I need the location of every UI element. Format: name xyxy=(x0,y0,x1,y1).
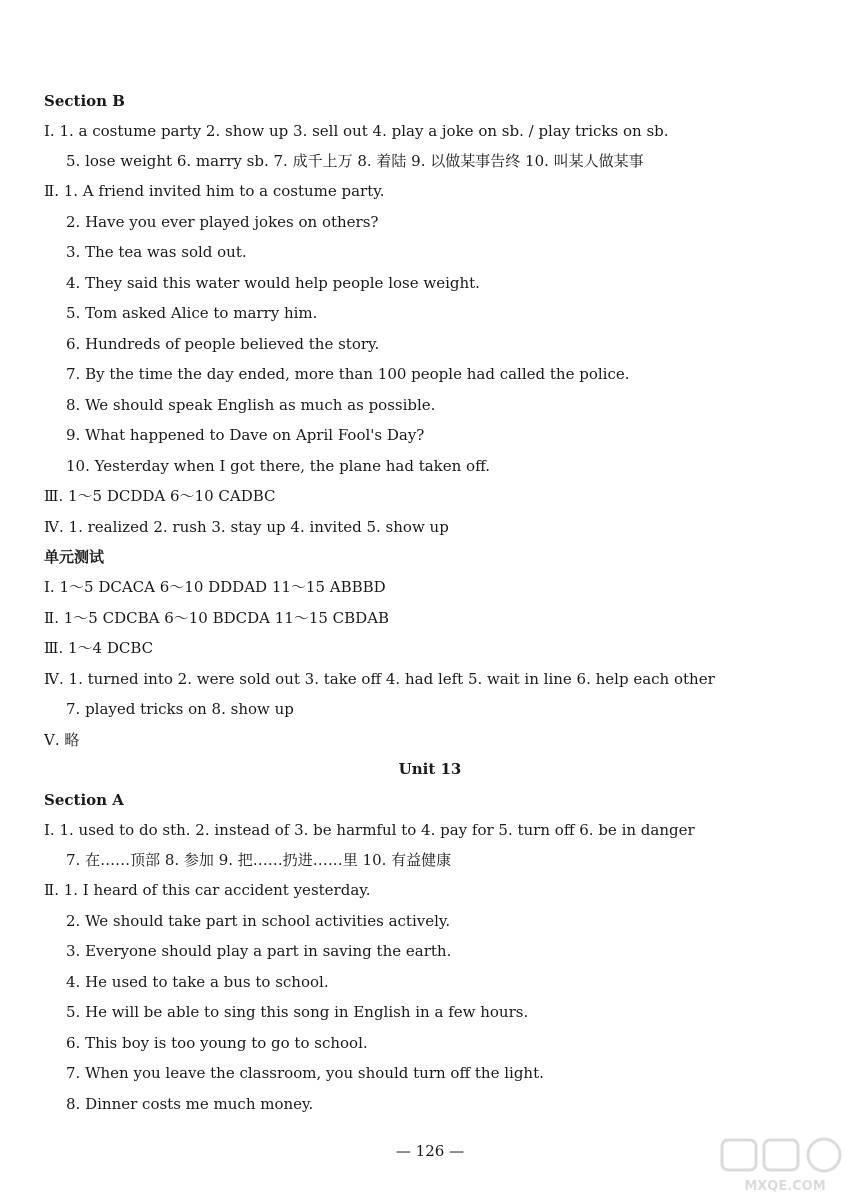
section-b-part2-item: 2. Have you ever played jokes on others? xyxy=(66,213,379,231)
unit-test-heading: 单元测试 xyxy=(44,548,105,566)
unit-13-title: Unit 13 xyxy=(398,760,462,778)
section-b-heading: Section B xyxy=(44,92,125,110)
unit-13-part2-item: 5. He will be able to sing this song in English in a few hours. xyxy=(66,1003,529,1021)
unit-test-part4-line2: 7. played tricks on 8. show up xyxy=(66,700,294,718)
unit-13-part1-line2: 7. 在……顶部 8. 参加 9. 把……扔进……里 10. 有益健康 xyxy=(66,851,452,869)
unit-13-part2-item: 3. Everyone should play a part in saving the earth. xyxy=(66,942,452,960)
unit-test-part3: Ⅲ. 1～4 DCBC xyxy=(44,639,154,657)
page-number: — 126 — xyxy=(395,1142,465,1160)
section-b-part2-item: 5. Tom asked Alice to marry him. xyxy=(66,304,318,322)
section-b-part4: Ⅳ. 1. realized 2. rush 3. stay up 4. invited 5. show up xyxy=(44,518,449,536)
unit-13-part2-item: 6. This boy is too young to go to school. xyxy=(66,1034,368,1052)
unit-test-part2: Ⅱ. 1～5 CDCBA 6～10 BDCDA 11～15 CBDAB xyxy=(44,609,390,627)
section-b-part2-item: 7. By the time the day ended, more than 100 people had called the police. xyxy=(66,365,630,383)
section-b-part2-item: 6. Hundreds of people believed the story. xyxy=(66,335,380,353)
unit-13-part2-item: 7. When you leave the classroom, you should turn off the light. xyxy=(66,1064,544,1082)
unit-13-section-a-heading: Section A xyxy=(44,791,124,809)
watermark-text: MXQE.COM xyxy=(744,1179,826,1194)
unit-test-part4-line1: Ⅳ. 1. turned into 2. were sold out 3. take off 4. had left 5. wait in line 6. help each other xyxy=(44,670,715,688)
section-b-part3: Ⅲ. 1～5 DCDDA 6～10 CADBC xyxy=(44,487,276,505)
unit-test-part1: Ⅰ. 1～5 DCACA 6～10 DDDAD 11～15 ABBBD xyxy=(44,578,386,596)
section-b-part1-line1: Ⅰ. 1. a costume party 2. show up 3. sell out 4. play a joke on sb. / play tricks on sb. xyxy=(44,122,669,140)
unit-13-part2-item: 2. We should take part in school activities actively. xyxy=(66,912,451,930)
section-b-part2-item: 8. We should speak English as much as possible. xyxy=(66,396,436,414)
section-b-part2-item: 9. What happened to Dave on April Fool's Day? xyxy=(66,426,425,444)
unit-13-part2-item: 8. Dinner costs me much money. xyxy=(66,1095,314,1113)
section-b-part2-item: 10. Yesterday when I got there, the plane had taken off. xyxy=(66,457,490,475)
section-b-part2-item: 3. The tea was sold out. xyxy=(66,243,247,261)
section-b-part2-item: Ⅱ. 1. A friend invited him to a costume party. xyxy=(44,182,385,200)
watermark-logo xyxy=(720,1136,850,1194)
unit-13-part2-item: Ⅱ. 1. I heard of this car accident yesterday. xyxy=(44,881,371,899)
section-b-part1-line2: 5. lose weight 6. marry sb. 7. 成千上万 8. 着陆 9. 以做某事告终 10. 叫某人做某事 xyxy=(66,152,644,170)
unit-13-part1-line1: Ⅰ. 1. used to do sth. 2. instead of 3. be harmful to 4. pay for 5. turn off 6. be in danger xyxy=(44,821,695,839)
unit-test-part5: Ⅴ. 略 xyxy=(44,731,80,749)
unit-13-part2-item: 4. He used to take a bus to school. xyxy=(66,973,329,991)
section-b-part2-item: 4. They said this water would help people lose weight. xyxy=(66,274,480,292)
